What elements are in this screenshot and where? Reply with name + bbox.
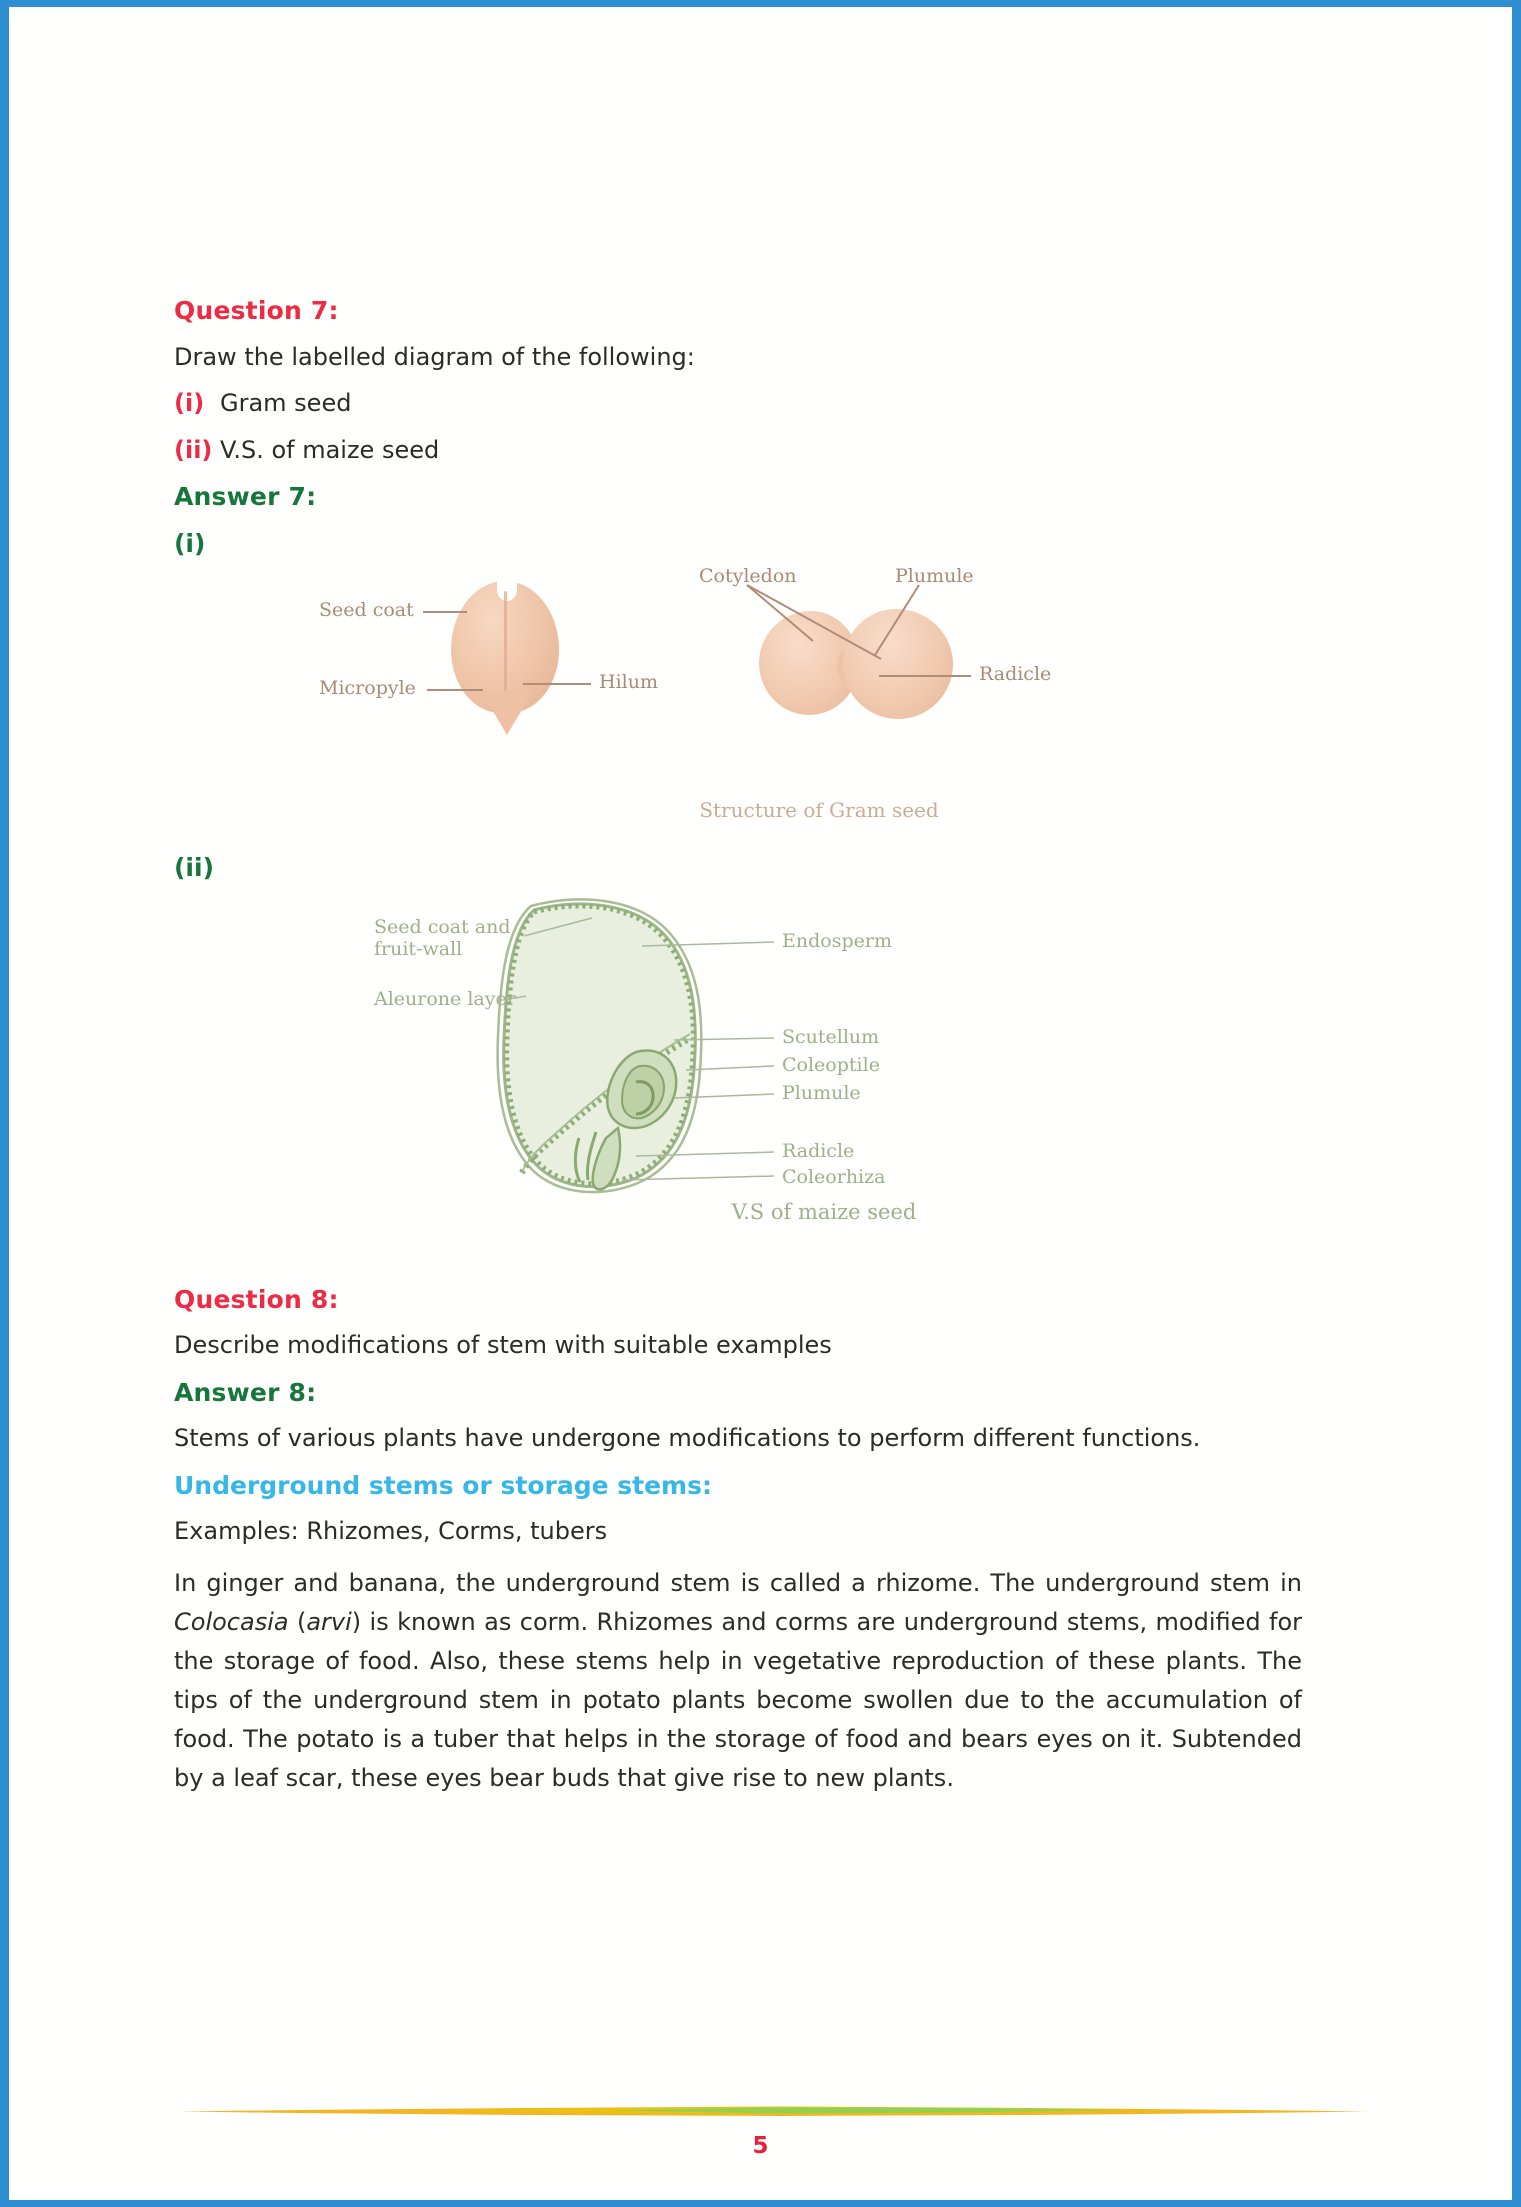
question-7-item-1-marker: (i) bbox=[174, 389, 205, 418]
answer-8-examples: Examples: Rhizomes, Corms, tubers bbox=[174, 1516, 608, 1545]
answer-8-subheading bbox=[174, 1472, 1364, 1501]
maize-label-seed-coat-line1: Seed coat and bbox=[374, 915, 511, 938]
maize-figure-caption: V.S of maize seed bbox=[731, 1199, 917, 1224]
maize-label-endosperm: Endosperm bbox=[782, 929, 892, 952]
gram-radicle-leader bbox=[879, 675, 971, 677]
maize-label-coleoptile: Coleoptile bbox=[782, 1053, 880, 1076]
answer-8-intro: Stems of various plants have undergone modifications to perform different functions. bbox=[174, 1424, 1201, 1453]
gram-label-micropyle: Micropyle bbox=[319, 677, 416, 700]
question-7-item-2 bbox=[174, 437, 1364, 465]
maize-pericarp-outline bbox=[504, 904, 696, 1187]
page-content bbox=[174, 297, 1364, 1798]
gram-label-cotyledon: Cotyledon bbox=[699, 565, 797, 588]
gram-seed-diagram bbox=[319, 563, 1319, 788]
gram-cotyledon-leader-lines bbox=[319, 563, 1319, 788]
gram-label-hilum: Hilum bbox=[599, 671, 658, 694]
gram-label-plumule: Plumule bbox=[895, 565, 974, 588]
maize-label-radicle: Radicle bbox=[782, 1139, 855, 1162]
answer-8-paragraph bbox=[174, 1564, 1302, 1797]
page-number: 5 bbox=[752, 2133, 769, 2159]
maize-label-plumule: Plumule bbox=[782, 1081, 861, 1104]
answer-7-heading: Answer 7: bbox=[174, 482, 317, 512]
answer-8-subheading-text: Underground stems or storage stems bbox=[174, 1470, 702, 1500]
question-7-item-2-marker: (ii) bbox=[174, 435, 213, 464]
maize-label-seed-coat-line2: fruit-wall bbox=[374, 938, 463, 961]
answer-8-para-part3: ) is known as corm. Rhizomes and corms are underground stems, modified for the storage of food. Also, these stems help in vegetative reproduction of these plants. The tips of the underground stem in potato plants become swollen due to the accumulation of food. The potato is a tuber that helps in the storage of food and bears eyes on it. Subtended by a leaf scar, these eyes bear buds that give rise to new plants. bbox=[174, 1608, 1302, 1792]
maize-label-seed-coat bbox=[374, 916, 511, 961]
gram-figure-caption: Structure of Gram seed bbox=[699, 798, 939, 823]
question-7-prompt: Draw the labelled diagram of the following: bbox=[174, 342, 695, 371]
answer-8-para-part1: In ginger and banana, the underground stem is called a rhizome. The underground stem in bbox=[174, 1569, 1302, 1598]
page-sheet bbox=[9, 7, 1512, 2200]
answer-8-para-italic-arvi: arvi bbox=[306, 1608, 352, 1637]
answer-8-para-part2: ( bbox=[288, 1608, 307, 1637]
question-7-item-2-text: V.S. of maize seed bbox=[220, 435, 440, 464]
gram-label-seed-coat: Seed coat bbox=[319, 599, 414, 622]
answer-7-marker-i: (i) bbox=[174, 528, 206, 558]
maize-coleorhiza-leader bbox=[622, 1176, 774, 1180]
footer-decorative-bar bbox=[179, 2103, 1369, 2119]
answer-8-subheading-colon: : bbox=[701, 1470, 712, 1500]
question-7-item-1-text: Gram seed bbox=[220, 389, 352, 418]
question-7-heading: Question 7: bbox=[174, 296, 339, 325]
answer-8-para-italic-colocasia: Colocasia bbox=[174, 1608, 289, 1637]
question-7-item-1 bbox=[174, 390, 1364, 418]
maize-label-scutellum: Scutellum bbox=[782, 1025, 880, 1048]
maize-seed-diagram bbox=[374, 888, 1374, 1198]
answer-7-marker-ii: (ii) bbox=[174, 853, 214, 883]
maize-label-aleurone: Aleurone layer bbox=[374, 987, 516, 1010]
answer-8-heading: Answer 8: bbox=[174, 1377, 317, 1407]
question-8-heading: Question 8: bbox=[174, 1284, 339, 1314]
maize-label-coleorhiza: Coleorhiza bbox=[782, 1165, 886, 1188]
gram-label-radicle: Radicle bbox=[979, 663, 1052, 686]
question-8-prompt: Describe modifications of stem with suitable examples bbox=[174, 1331, 832, 1360]
